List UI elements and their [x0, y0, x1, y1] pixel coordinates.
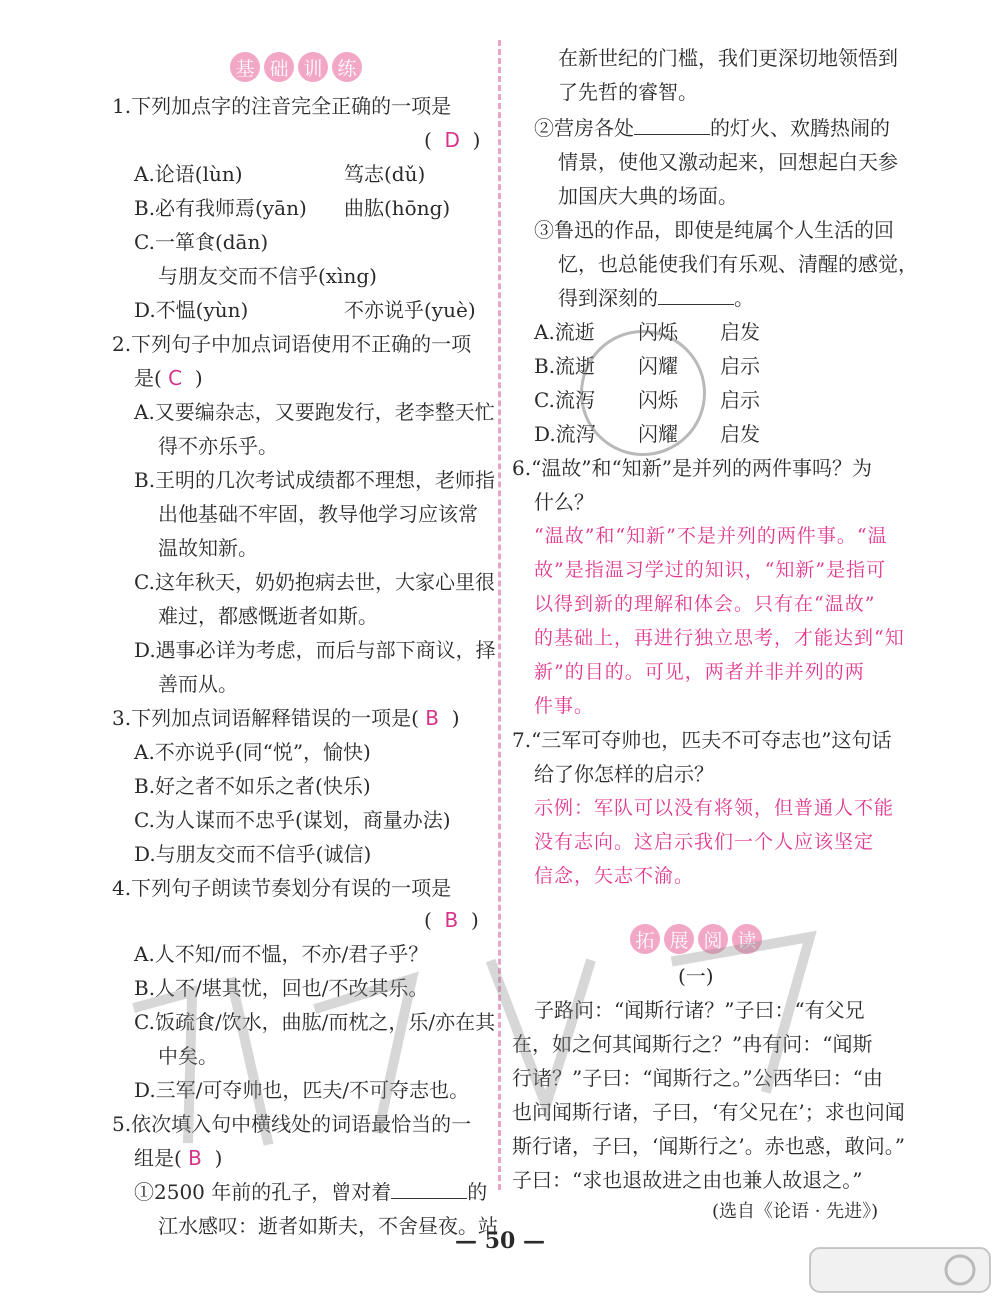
q1-option-b2: 曲肱(hōng) [344, 196, 451, 220]
reading-line-6: 子曰：“求也退故进之由也兼人故退之。” [512, 1168, 863, 1192]
q6-answer-2: 故”是指温习学过的知识，“知新”是指可 [534, 559, 887, 581]
q2-option-b2: 出他基础不牢固，教导他学习应该常 [158, 502, 478, 526]
q1-option-d2: 不亦说乎(yuè) [344, 298, 476, 322]
q3-option-a: A.不亦说乎(同“悦”，愉快) [134, 740, 371, 764]
reading-number: (一) [678, 964, 714, 988]
q1-option-c2: 与朋友交而不信乎(xìng) [158, 264, 377, 288]
q2-option-d2: 善而从。 [158, 672, 238, 696]
q2-stem-1: 2.下列句子中加点词语使用不正确的一项 [112, 332, 472, 356]
opt-word: C.流泻 [534, 388, 595, 412]
q3-stem: 3.下列加点词语解释错误的一项是( B ) [112, 706, 460, 730]
opt-word: 启发 [720, 320, 760, 344]
q2-option-c2: 难过，都感慨逝者如斯。 [158, 604, 378, 628]
q5-option-d [534, 422, 760, 446]
section-char: 练 [332, 52, 362, 82]
q7-stem-1: 7.“三军可夺帅也，匹夫不可夺志也”这句话 [512, 728, 892, 752]
q6-answer-4: 的基础上，再进行独立思考，才能达到“知 [534, 627, 905, 649]
section-char: 训 [298, 52, 328, 82]
q5-s3c: 得到深刻的 [558, 286, 658, 310]
q5-sentence1-e: 了先哲的睿智。 [558, 80, 698, 104]
q5-sentence3-a: ③鲁迅的作品，即使是纯属个人生活的回 [534, 218, 894, 242]
q7-answer-1: 示例：军队可以没有将领，但普通人不能 [534, 797, 895, 819]
q5-s1a: ①2500 年前的孔子，曾对着 [134, 1180, 392, 1204]
q4-option-c2: 中矣。 [158, 1044, 218, 1068]
q2-option-b1: B.王明的几次考试成绩都不理想，老师指 [134, 468, 496, 492]
q3-option-b: B.好之者不如乐之者(快乐) [134, 774, 371, 798]
q2-option-a1: A.又要编杂志，又要跑发行，老李整天忙 [134, 400, 495, 424]
watermark-icon [109, 891, 890, 1210]
reading-line-3: 行诸？”子曰：“闻斯行之。”公西华曰：“由 [512, 1066, 883, 1090]
q4-answer: B [444, 908, 459, 932]
q7-answer-2: 没有志向。这启示我们一个人应该坚定 [534, 831, 875, 853]
section-char: 拓 [630, 924, 660, 954]
q3-option-d: D.与朋友交而不信乎(诚信) [134, 842, 372, 866]
q5-sentence2-a [534, 116, 890, 140]
q1-stem: 1.下列加点字的注音完全正确的一项是 [112, 94, 452, 118]
section-char: 阅 [698, 924, 728, 954]
q3-stem-text: 3.下列加点词语解释错误的一项是( [112, 706, 419, 730]
q1-option-a: A.论语(lùn) [134, 162, 243, 186]
q5-sentence1-d: 在新世纪的门槛，我们更深切地领悟到 [558, 46, 898, 70]
fill-blank [391, 1180, 467, 1199]
opt-word: 启示 [720, 354, 760, 378]
q4-option-d: D.三军/可夺帅也，匹夫/不可夺志也。 [134, 1078, 470, 1102]
q5-stem-1: 5.依次填入句中横线处的词语最恰当的一 [112, 1112, 472, 1136]
reading-source: (选自《论语 · 先进》) [712, 1201, 879, 1222]
q1-answer-line: ( D ) [424, 128, 481, 152]
site-logo-icon [800, 1240, 1000, 1300]
q5-s2b: 的灯火、欢腾热闹的 [710, 116, 890, 140]
q2-option-a2: 得不亦乐乎。 [158, 434, 278, 458]
opt-word: 启示 [720, 388, 760, 412]
q5-s3d: 。 [734, 286, 754, 310]
section-char: 读 [732, 924, 762, 954]
q3-answer: B [425, 706, 439, 730]
fill-blank [634, 116, 710, 135]
reading-line-2: 在，如之何其闻斯行之？”冉有问：“闻斯 [512, 1032, 873, 1056]
section-char: 础 [264, 52, 294, 82]
q6-stem-2: 什么？ [534, 490, 594, 514]
reading-line-5: 斯行诸，子曰，‘闻斯行之’。赤也惑，敢问。” [512, 1134, 905, 1158]
q5-sentence2-d: 加国庆大典的场面。 [558, 184, 738, 208]
reading-line-1: 子路问：“闻斯行诸？”子曰：“有父兄 [534, 998, 865, 1022]
q5-stem-2: 组是( B ) [134, 1146, 223, 1170]
q5-s2a: ②营房各处 [534, 116, 634, 140]
q2-option-c1: C.这年秋天，奶奶抱病去世，大家心里很 [134, 570, 495, 594]
q2-option-b3: 温故知新。 [158, 536, 258, 560]
q1-answer: D [444, 128, 460, 152]
opt-word: 闪烁 [638, 320, 678, 344]
q5-option-a [534, 320, 760, 344]
q5-s1b: 的 [467, 1180, 488, 1204]
q2-option-d1: D.遇事必详为考虑，而后与部下商议，择 [134, 638, 496, 662]
opt-word: 闪耀 [638, 354, 678, 378]
q4-stem: 4.下列句子朗读节奏划分有误的一项是 [112, 876, 452, 900]
q5-stem-2-text: 组是( [134, 1146, 182, 1170]
q1-option-c: C.一箪食(dān) [134, 230, 269, 254]
section-char: 基 [230, 52, 260, 82]
q4-option-b: B.人不/堪其忧，回也/不改其乐。 [134, 976, 429, 1000]
q5-sentence2-c: 情景，使他又激动起来，回想起白天参 [558, 150, 898, 174]
q4-option-c1: C.饭疏食/饮水，曲肱/而枕之，乐/亦在其 [134, 1010, 496, 1034]
q6-answer-3: 以得到新的理解和体会。只有在“温故” [534, 593, 876, 615]
opt-word: D.流泻 [534, 422, 596, 446]
q6-answer-5: 新”的目的。可见，两者并非并列的两 [534, 661, 865, 683]
page-number: — 50 — [455, 1228, 545, 1254]
opt-word: 启发 [720, 422, 760, 446]
q4-answer-line: ( B ) [424, 908, 479, 932]
q5-sentence3-b: 忆，也总能使我们有乐观、清醒的感觉， [558, 252, 918, 276]
opt-word: 闪烁 [638, 388, 678, 412]
q7-stem-2: 给了你怎样的启示？ [534, 762, 714, 786]
q3-option-c: C.为人谋而不忠乎(谋划，商量办法) [134, 808, 451, 832]
q5-sentence3-c [558, 286, 754, 310]
opt-word: B.流逝 [534, 354, 596, 378]
section-title-basic-training [230, 52, 362, 82]
q4-option-a: A.人不知/而不愠，不亦/君子乎？ [134, 942, 429, 966]
opt-word: A.流逝 [534, 320, 595, 344]
q6-answer-1: “温故”和“知新”不是并列的两件事。“温 [534, 525, 888, 547]
q5-sentence1-c: 江水感叹：逝者如斯夫，不舍昼夜。站 [158, 1214, 498, 1238]
section-char: 展 [664, 924, 694, 954]
fill-blank [658, 286, 734, 305]
q1-option-a2: 笃志(dǔ) [344, 162, 426, 186]
q6-answer-6: 件事。 [534, 695, 595, 717]
stamp-seal-icon [580, 330, 706, 456]
q1-option-b: B.必有我师焉(yān) [134, 196, 307, 220]
opt-word: 闪耀 [638, 422, 678, 446]
q5-answer: B [188, 1146, 202, 1170]
q7-answer-3: 信念，矢志不渝。 [534, 865, 695, 887]
q2-stem-2-text: 是( [134, 366, 162, 390]
reading-line-4: 也问闻斯行诸，子曰，‘有父兄在’；求也问闻 [512, 1100, 905, 1124]
q2-answer: C [168, 366, 183, 390]
q1-option-d: D.不愠(yùn) [134, 298, 249, 322]
q6-stem-1: 6.“温故”和“知新”是并列的两件事吗？为 [512, 456, 872, 480]
q2-stem-2: 是( C ) [134, 366, 203, 390]
